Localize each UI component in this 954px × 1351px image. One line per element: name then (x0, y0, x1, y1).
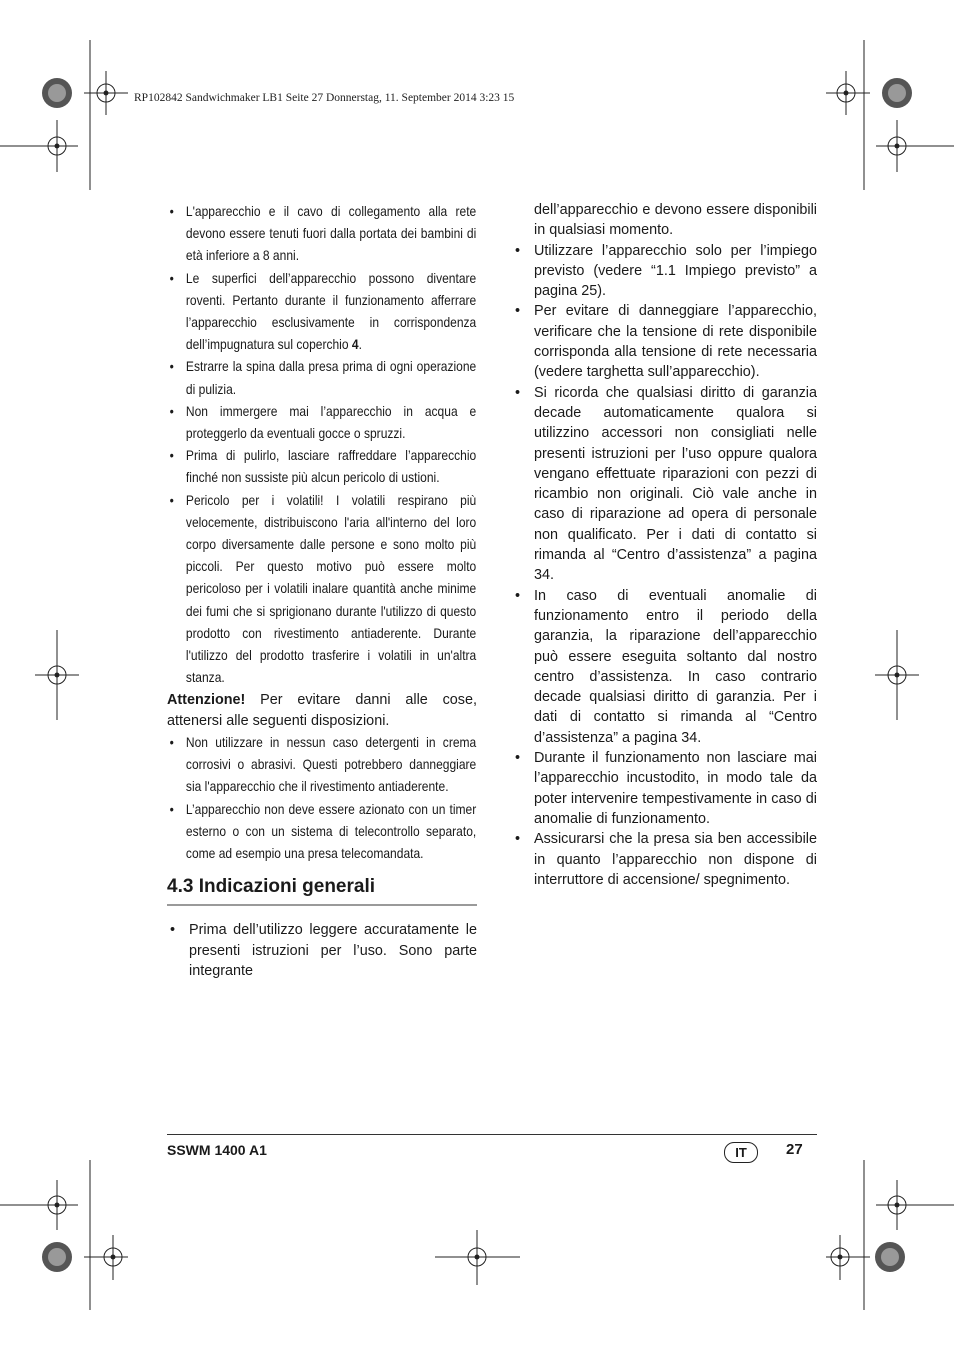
list-item: • Si ricorda che qualsiasi diritto di garanzia decade automaticamente qualora si utilizzino accessori non consigliati nelle presenti istruzioni per l’uso oppure qualora vengano effettuate riparazioni con pezzi di ricambio non originali. Ciò vale anche in caso di riparazione ad opera di personale non qualificato. Per i dati di contatto si rimanda al “Centro d’assistenza” a pagina 34. (512, 383, 817, 586)
list-item: • Per evitare di danneggiare l’apparecchio, verificare che la tensione di rete disponibile corrisponda alla tensione di rete necessaria (vedere targhetta sull’apparecchio). (512, 301, 817, 382)
page-number: 27 (786, 1141, 803, 1158)
list-item: • Non immergere mai l’apparecchio in acqua e proteggerlo da eventuali gocce o spruzzi. (167, 400, 476, 444)
list-item: • Non utilizzare in nessun caso detergenti in crema corrosivi o abrasivi. Questi potrebbero danneggiare sia l'apparecchio che il rivestimento antiaderente. (167, 731, 476, 798)
attention-note: Attenzione! Per evitare danni alle cose, attenersi alle seguenti disposizioni. (167, 692, 477, 729)
print-job-info: RP102842 Sandwichmaker LB1 Seite 27 Donnerstag, 11. September 2014 3:23 15 (134, 92, 515, 104)
model-number: SSWM 1400 A1 (167, 1142, 267, 1158)
attention-list (167, 731, 477, 864)
language-badge: IT (724, 1142, 758, 1163)
list-item: • Prima dell’utilizzo leggere accuratamente le presenti istruzioni per l’uso. Sono parte integrante (167, 920, 477, 981)
left-column (167, 200, 477, 981)
list-item: • Prima di pulirlo, lasciare raffreddare l’apparecchio finché non sussiste più alcun pericolo di ustioni. (167, 444, 476, 488)
footer-rule (167, 1134, 817, 1135)
list-item: • L’apparecchio non deve essere azionato con un timer esterno o con un sistema di telecontrollo separato, come ad esempio una presa telecomandata. (167, 798, 476, 865)
list-item: • Assicurarsi che la presa sia ben accessibile in quanto l’apparecchio non dispone di interruttore di accensione/ spegnimento. (512, 829, 817, 890)
attention-label: Attenzione! (167, 692, 246, 709)
list-item: • Estrarre la spina dalla presa prima di ogni operazione di pulizia. (167, 355, 476, 399)
list-item: • L'apparecchio e il cavo di collegamento alla rete devono essere tenuti fuori dalla portata dei bambini di età inferiore a 8 anni. (167, 200, 476, 267)
list-item: • Utilizzare l’apparecchio solo per l’impiego previsto (vedere “1.1 Impiego previsto” a pagina 25). (512, 241, 817, 302)
section-heading: 4.3 Indicazioni generali (167, 876, 477, 906)
list-item: • Le superfici dell’apparecchio possono diventare roventi. Pertanto durante il funzionamento afferrare l’apparecchio esclusivamente in corrispondenza dell’impugnatura sul coperchio 4. (167, 267, 476, 356)
continued-text: dell’apparecchio e devono essere disponibili in qualsiasi momento. (534, 202, 817, 239)
list-item: • Pericolo per i volatili! I volatili respirano più velocemente, distribuiscono l'aria all'interno del loro corpo diversamente dalle persone e sono molto più piccoli. Per questo motivo può essere molto pericoloso per i volatili inalare quantità anche minime dei fumi che si sprigionano durante l'utilizzo di questo prodotto con rivestimento antiaderente. Durante l'utilizzo del prodotto trasferire i volatili in un'altra stanza. (167, 489, 476, 689)
safety-list (167, 200, 477, 688)
list-item: • In caso di eventuali anomalie di funzionamento entro il periodo della garanzia, la riparazione dell’apparecchio può essere eseguita soltanto dal nostro centro d’assistenza. In caso contrario decade qualsiasi diritto di garanzia. Per i dati di contatto si rimanda al “Centro d’assistenza” a pagina 34. (512, 586, 817, 748)
part-number-ref: 4 (351, 336, 359, 353)
list-item: • Durante il funzionamento non lasciare mai l’apparecchio incustodito, in modo tale da poter intervenire tempestivamente in caso di anomalie di funzionamento. (512, 748, 817, 829)
right-column (512, 200, 817, 890)
